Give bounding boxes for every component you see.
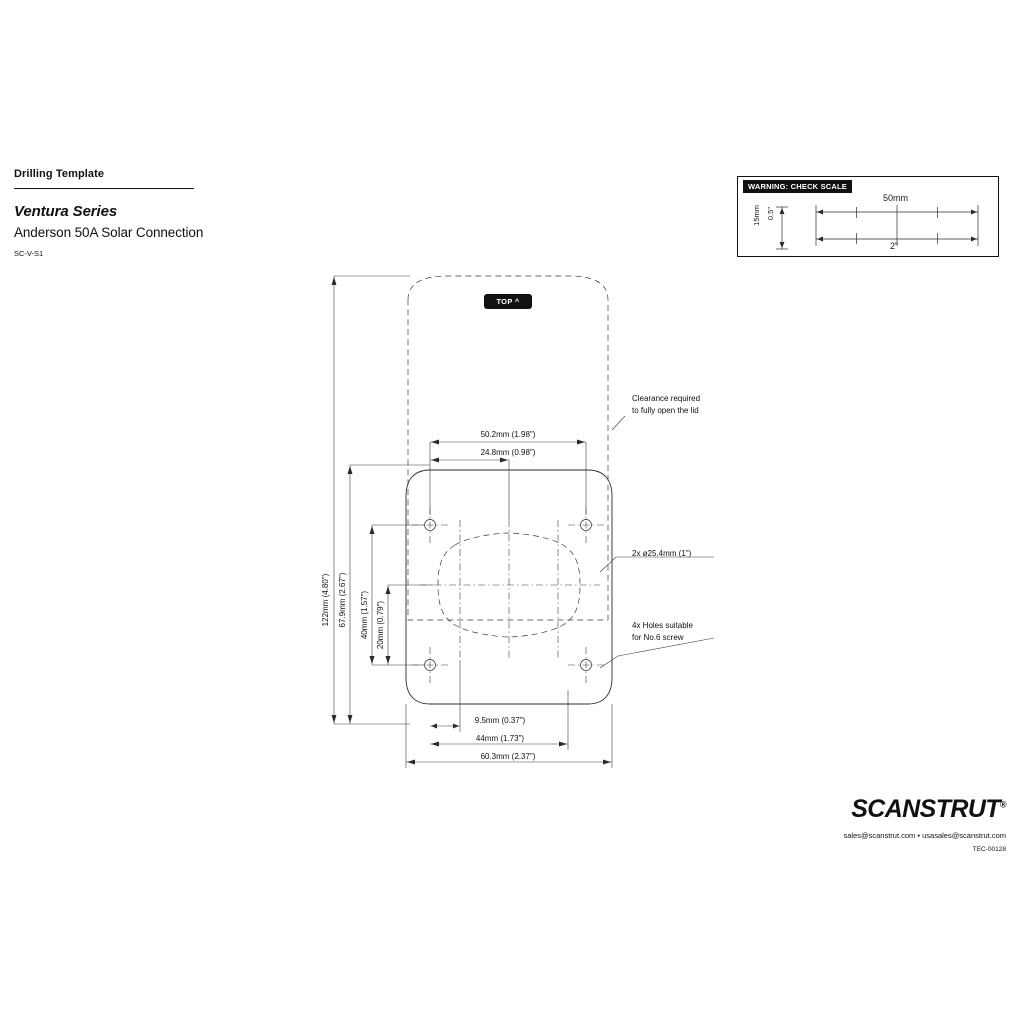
note-screw-holes-line2: for No.6 screw	[632, 633, 684, 642]
top-orientation-badge	[484, 294, 532, 309]
dim-label-overall-height: 122mm (4.80")	[321, 573, 330, 627]
scale-vertical-in: 0.5"	[766, 207, 775, 221]
screw-hole-bottom-right	[568, 647, 604, 683]
dim-label-overall-width: 60.3mm (2.37")	[480, 752, 536, 761]
note-clearance-line1: Clearance required	[632, 394, 701, 403]
dim-label-centre-offset: 24.8mm (0.98")	[480, 448, 536, 457]
dim-label-edge-offset: 9.5mm (0.37")	[474, 716, 526, 725]
dim-centre-offset	[430, 458, 509, 521]
registered-mark: ®	[999, 799, 1006, 810]
brand-name: SCANSTRUT	[851, 795, 1000, 823]
top-orientation-label: TOP ^	[496, 297, 520, 306]
scale-horizontal-in: 2"	[890, 241, 899, 251]
dim-slot-vertical	[386, 585, 435, 665]
leader-screw-holes	[600, 638, 714, 668]
dim-edge-offset	[430, 660, 460, 732]
document-code: TEC-00128	[972, 846, 1006, 853]
note-screw-holes-line1: 4x Holes suitable	[632, 621, 693, 630]
leader-clearance	[612, 416, 625, 430]
document-footer	[586, 795, 1006, 853]
dim-label-slot-vertical: 20mm (0.79")	[376, 600, 385, 650]
dim-label-inner-vertical: 40mm (1.57")	[360, 590, 369, 640]
part-code: SC-V-S1	[14, 249, 44, 258]
dim-label-hole-pitch-horizontal: 50.2mm (1.98")	[480, 430, 536, 439]
dim-label-hole-pitch-vertical: 67.9mm (2.67")	[338, 572, 347, 628]
scale-warning-label: WARNING: CHECK SCALE	[743, 180, 852, 193]
contact-emails: sales@scanstrut.com • usasales@scanstrut.com	[843, 831, 1006, 840]
note-clearance-line2: to fully open the lid	[632, 406, 699, 415]
note-large-holes: 2x ø25.4mm (1")	[632, 549, 692, 558]
page-title: Drilling Template	[14, 168, 105, 180]
scale-vertical-mm: 15mm	[752, 205, 761, 226]
product-subtitle: Anderson 50A Solar Connection	[14, 225, 204, 240]
dim-label-inner-width: 44mm (1.73")	[475, 734, 525, 743]
leader-large-holes	[600, 557, 714, 572]
brand-logo	[586, 795, 1006, 824]
scale-horizontal-mm: 50mm	[883, 193, 909, 203]
series-name: Ventura Series	[14, 203, 118, 220]
